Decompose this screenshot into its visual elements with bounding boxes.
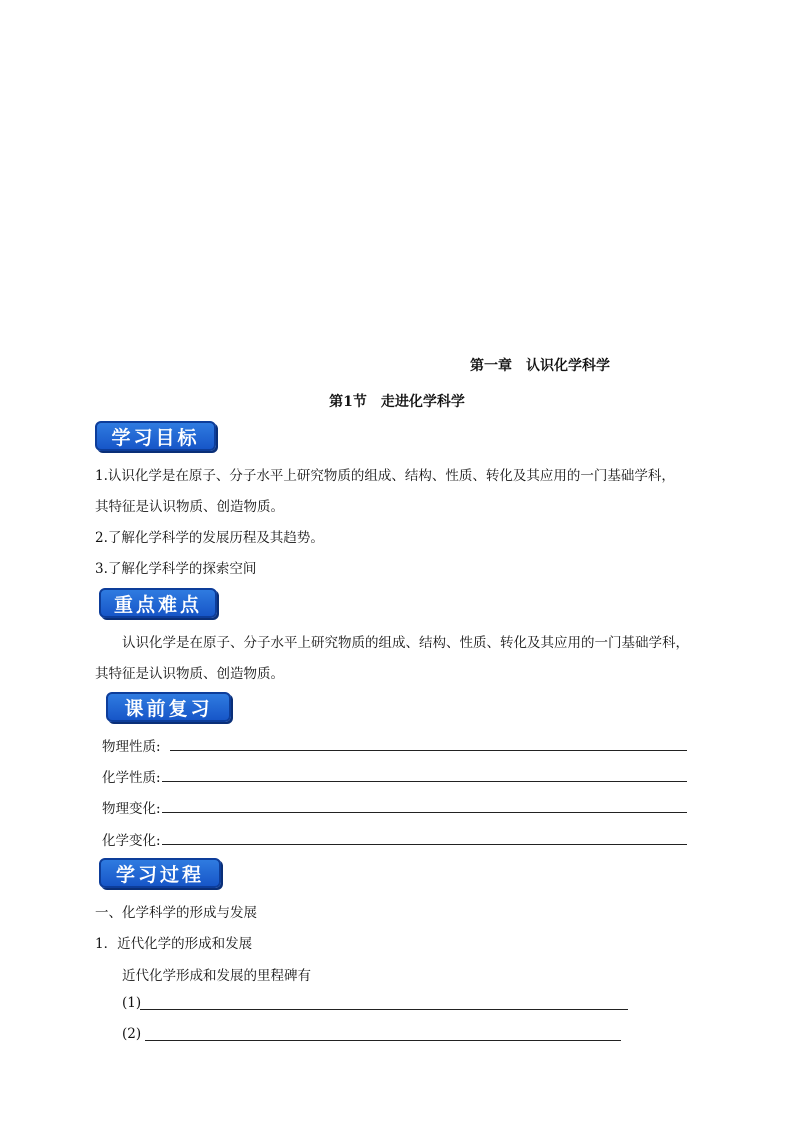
badge-pre-class-review: 课前复习 xyxy=(106,692,231,722)
badge-learning-objectives: 学习目标 xyxy=(95,421,216,451)
section-title: 第1节 走进化学科学 xyxy=(329,394,465,410)
milestone-label-2: (2) xyxy=(122,1026,142,1042)
milestone-label-1: (1) xyxy=(122,995,142,1011)
milestone-blank-1[interactable] xyxy=(140,1009,628,1010)
review-label-physical-change: 物理变化: xyxy=(102,801,161,817)
key-points-line-1: 认识化学是在原子、分子水平上研究物质的组成、结构、性质、转化及其应用的一门基础学科， xyxy=(122,635,689,651)
review-blank-chemical-change[interactable] xyxy=(162,844,687,845)
review-blank-physical-change[interactable] xyxy=(162,812,687,813)
milestone-blank-2[interactable] xyxy=(145,1040,621,1041)
process-prompt: 近代化学形成和发展的里程碑有 xyxy=(122,968,311,984)
objective-line-4: 3.了解化学科学的探索空间 xyxy=(95,561,257,577)
badge-learning-process: 学习过程 xyxy=(99,858,221,888)
chapter-title: 第一章 认识化学科学 xyxy=(470,358,610,374)
review-label-chemical-change: 化学变化: xyxy=(102,833,161,849)
review-label-chemical-property: 化学性质: xyxy=(102,770,161,786)
process-subheading: 1．近代化学的形成和发展 xyxy=(95,936,253,952)
objective-line-2: 其特征是认识物质、创造物质。 xyxy=(95,499,284,515)
review-blank-physical-property[interactable] xyxy=(170,750,687,751)
process-heading: 一、化学科学的形成与发展 xyxy=(95,905,257,921)
key-points-line-2: 其特征是认识物质、创造物质。 xyxy=(95,666,284,682)
review-blank-chemical-property[interactable] xyxy=(162,781,687,782)
objective-line-1: 1.认识化学是在原子、分子水平上研究物质的组成、结构、性质、转化及其应用的一门基础学科， xyxy=(95,468,675,484)
review-label-physical-property: 物理性质: xyxy=(102,739,161,755)
badge-key-points: 重点难点 xyxy=(99,588,217,618)
objective-line-3: 2.了解化学科学的发展历程及其趋势。 xyxy=(95,530,324,546)
